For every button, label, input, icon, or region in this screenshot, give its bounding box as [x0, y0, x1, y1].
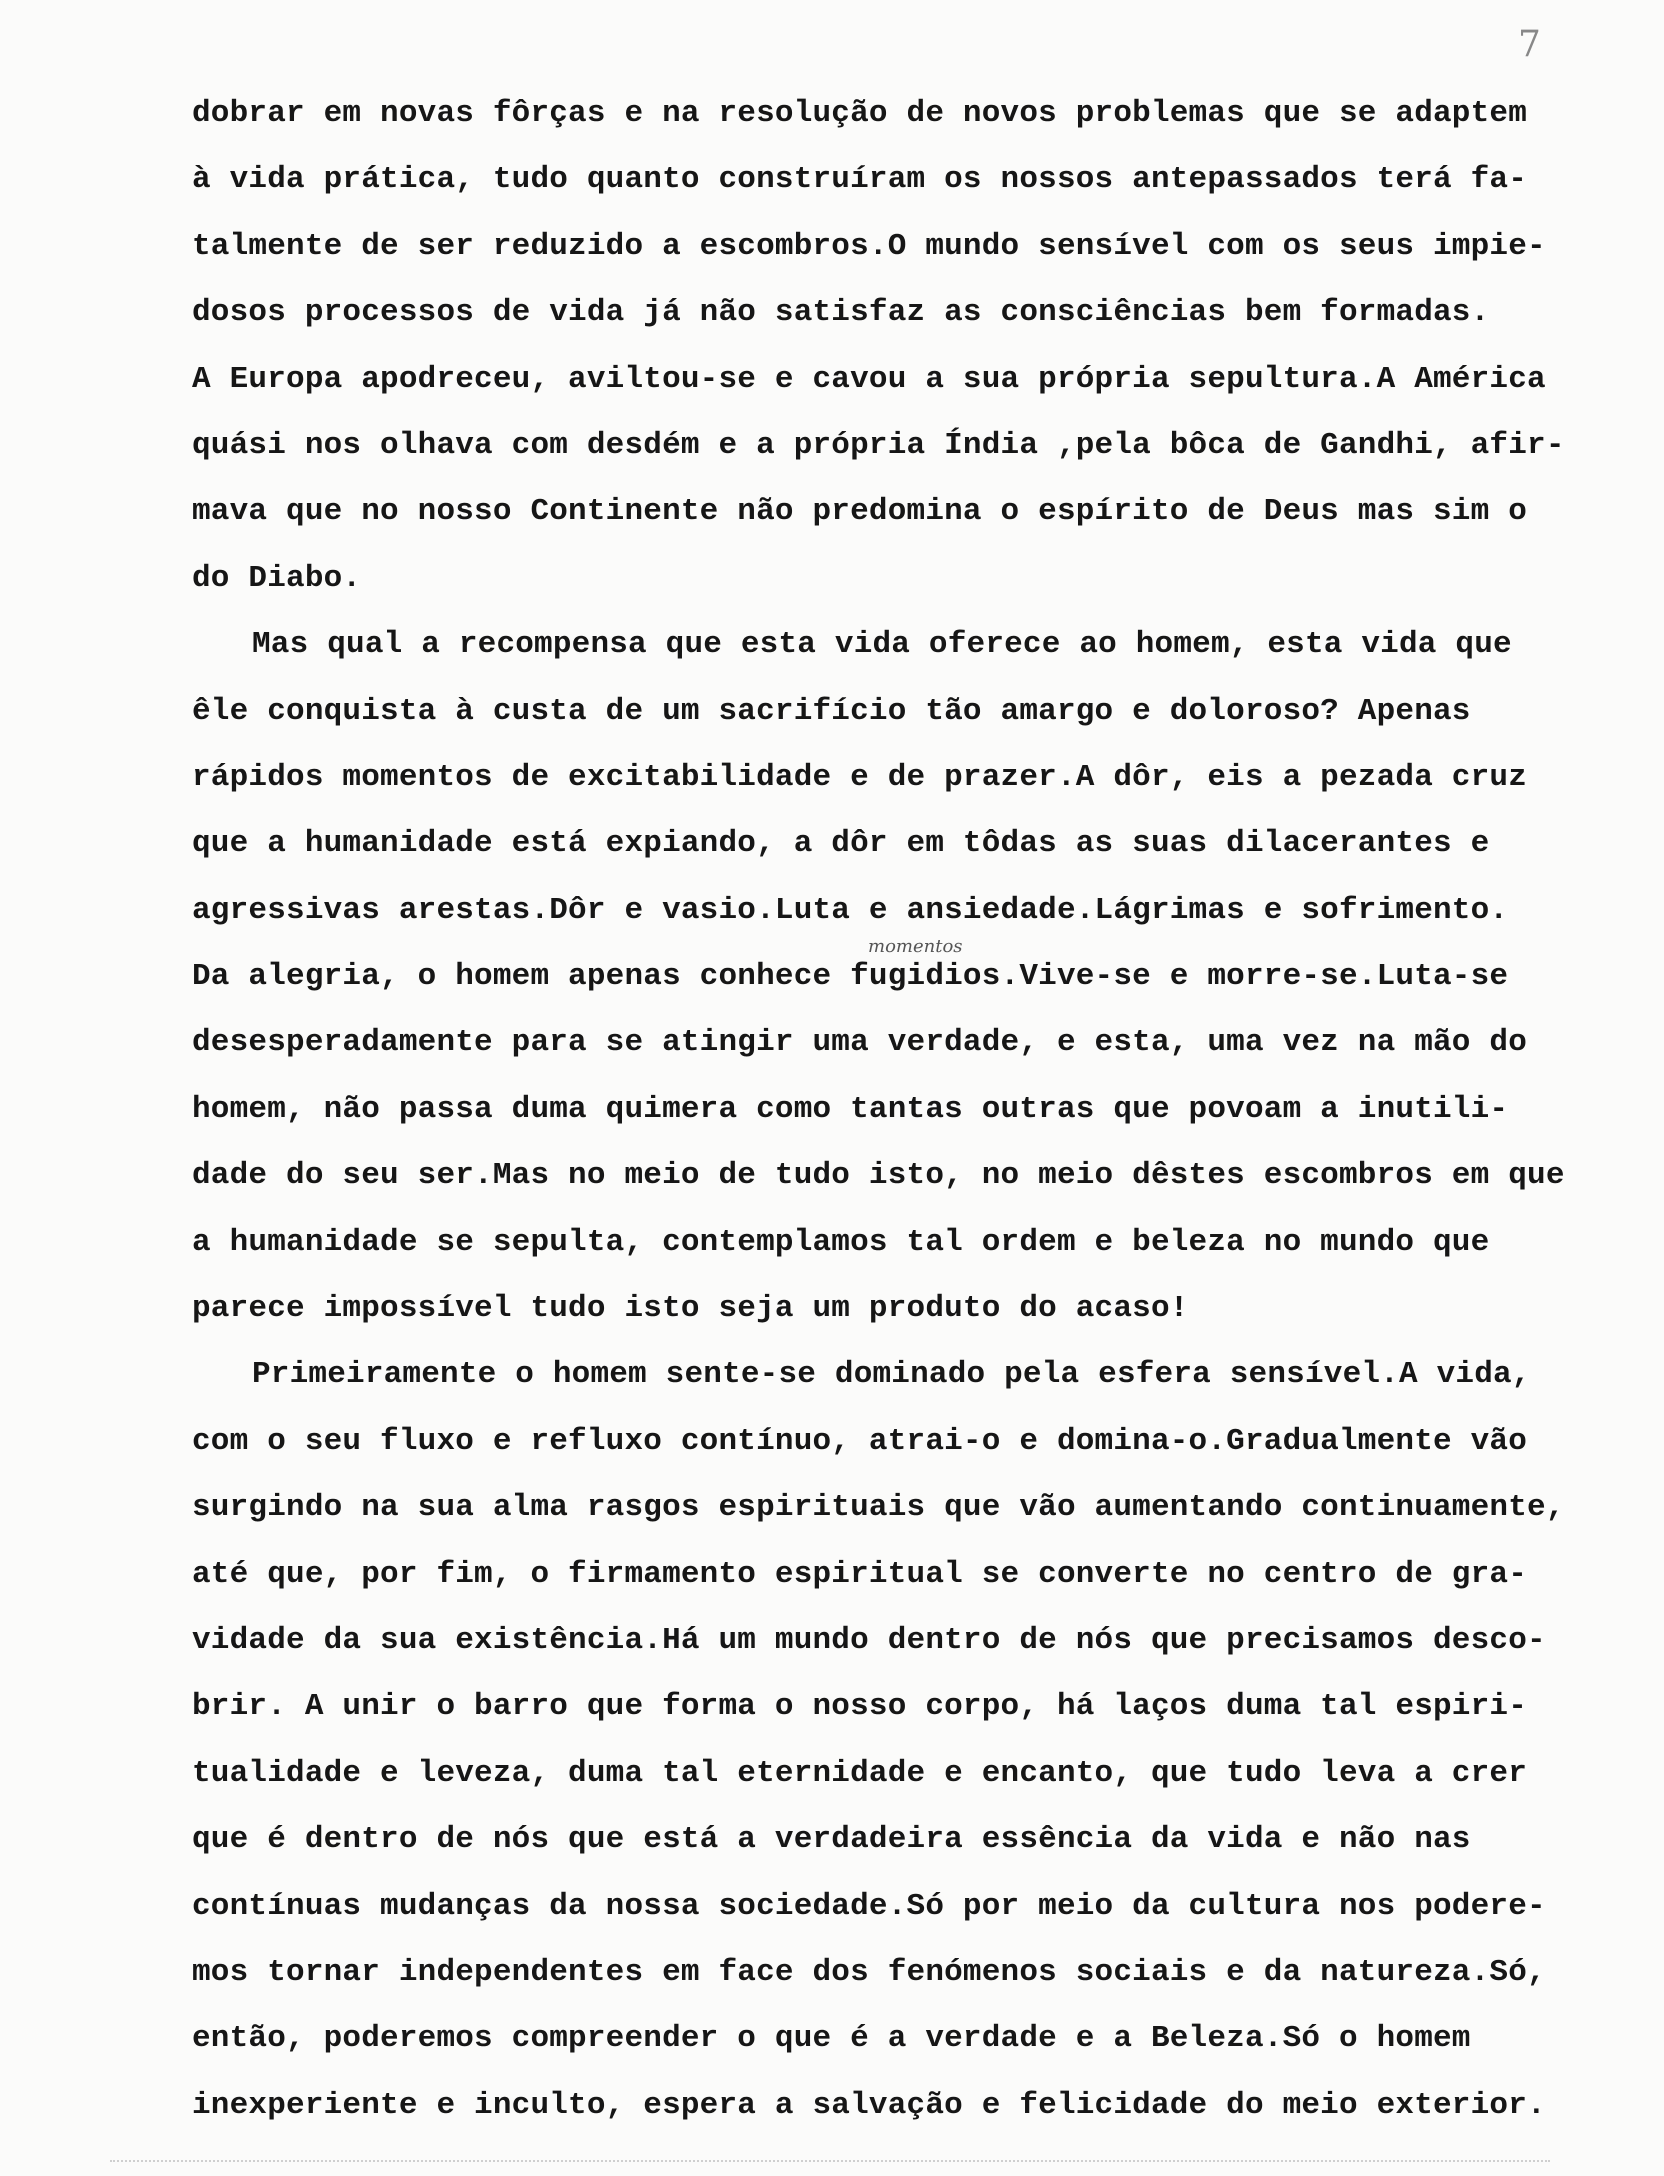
text-line: vidade da sua existência.Há um mundo dentro de nós que precisamos desco- [192, 1622, 1546, 1658]
text-line: tualidade e leveza, duma tal eternidade e encanto, que tudo leva a crer [192, 1755, 1528, 1791]
text-line: que é dentro de nós que está a verdadeira essência da vida e não nas [192, 1822, 1471, 1858]
page-number: 7 [1518, 24, 1541, 65]
text-line: mos tornar independentes em face dos fenómenos sociais e da natureza.Só, [192, 1954, 1546, 1990]
text-line: parece impossível tudo isto seja um produto do acaso! [192, 1291, 1189, 1327]
text-line: dobrar em novas fôrças e na resolução de novos problemas que se adaptem [192, 96, 1528, 131]
text-line: agressivas arestas.Dôr e vasio.Luta e ansiedade.Lágrimas e sofrimento. [192, 892, 1509, 928]
text-line: desesperadamente para se atingir uma verdade, e esta, uma vez na mão do [192, 1025, 1528, 1061]
text-line: quási nos olhava com desdém e a própria Índia ,pela bôca de Gandhi, afir- [192, 427, 1565, 463]
text-line: à vida prática, tudo quanto construíram os nossos antepassados terá fa- [192, 162, 1528, 198]
paragraph-start-line: Primeiramente o homem sente-se dominado pela esfera sensível.A vida, [252, 1357, 1531, 1393]
text-line: dosos processos de vida já não satisfaz as consciências bem formadas. [192, 295, 1490, 331]
handwritten-insertion: momentos [868, 936, 963, 957]
paragraph-start-line: Mas qual a recompensa que esta vida oferece ao homem, esta vida que [252, 627, 1512, 663]
text-line: homem, não passa duma quimera como tantas outras que povoam a inutili- [192, 1091, 1509, 1127]
page-bottom-edge [110, 2160, 1550, 2162]
text-line: inexperiente e inculto, espera a salvação e felicidade do meio exterior. [192, 2087, 1546, 2123]
text-line: mava que no nosso Continente não predomina o espírito de Deus mas sim o [192, 494, 1528, 530]
text-line: até que, por fim, o firmamento espiritual se converte no centro de gra- [192, 1556, 1528, 1592]
text-line: talmente de ser reduzido a escombros.O mundo sensível com os seus impie- [192, 228, 1546, 264]
text-line: do Diabo. [192, 560, 362, 596]
text-line: a humanidade se sepulta, contemplamos tal ordem e beleza no mundo que [192, 1224, 1490, 1260]
text-line: Da alegria, o homem apenas conhece fugidios.Vive-se e morre-se.Luta-se [192, 959, 1509, 995]
text-line: que a humanidade está expiando, a dôr em tôdas as suas dilacerantes e [192, 826, 1490, 862]
text-line: A Europa apodreceu, aviltou-se e cavou a sua própria sepultura.A América [192, 361, 1546, 397]
text-line: contínuas mudanças da nossa sociedade.Só por meio da cultura nos podere- [192, 1888, 1546, 1924]
text-line: então, poderemos compreender o que é a verdade e a Beleza.Só o homem [192, 2021, 1471, 2057]
text-line: surgindo na sua alma rasgos espirituais que vão aumentando continuamente, [192, 1490, 1565, 1526]
body-text [192, 94, 1632, 2152]
text-line: êle conquista à custa de um sacrifício tão amargo e doloroso? Apenas [192, 693, 1471, 729]
text-line: com o seu fluxo e refluxo contínuo, atrai-o e domina-o.Gradualmente vão [192, 1423, 1528, 1459]
text-line: rápidos momentos de excitabilidade e de prazer.A dôr, eis a pezada cruz [192, 759, 1528, 795]
text-line: brir. A unir o barro que forma o nosso corpo, há laços duma tal espiri- [192, 1689, 1528, 1725]
text-line: dade do seu ser.Mas no meio de tudo isto, no meio dêstes escombros em que [192, 1158, 1565, 1194]
